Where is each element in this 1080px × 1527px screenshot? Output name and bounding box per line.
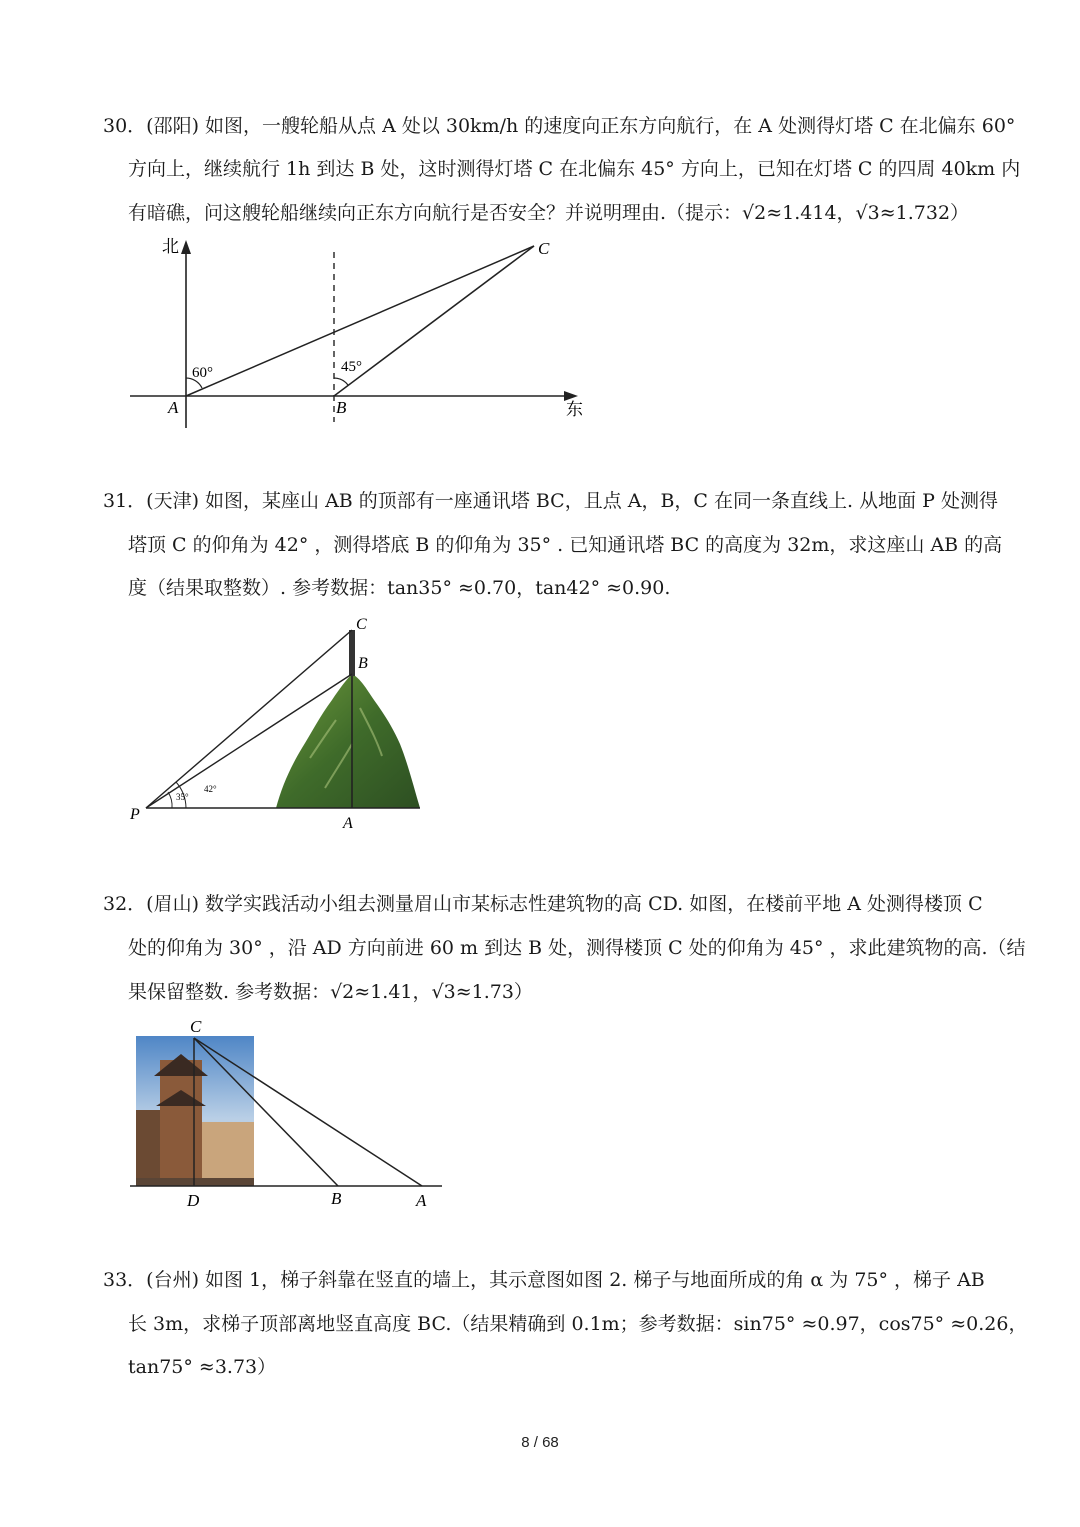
mountain-image: [276, 674, 420, 808]
problem-30-line-3: 有暗礁，问这艘轮船继续向正东方向航行是否安全？并说明理由.（提示：√2≈1.414，√3≈1.732）: [128, 202, 970, 224]
label-angle-35: 35°: [176, 792, 189, 802]
problem-33-line-1: 33．(台州) 如图 1，梯子斜靠在竖直的墙上，其示意图如图 2. 梯子与地面所成的角 α 为 75° ，梯子 AB: [103, 1269, 985, 1291]
problem-32-line-3: 果保留整数. 参考数据：√2≈1.41，√3≈1.73）: [128, 981, 533, 1003]
tower: [349, 630, 355, 676]
label-a: A: [168, 398, 179, 417]
label-c: C: [356, 616, 367, 633]
problem-31-line-2: 塔顶 C 的仰角为 42° ，测得塔底 B 的仰角为 35° . 已知通讯塔 BC 的高度为 32m，求这座山 AB 的高: [128, 534, 1003, 556]
problem-32-line-1: 32．(眉山) 数学实践活动小组去测量眉山市某标志性建筑物的高 CD. 如图，在楼前平地 A 处测得楼顶 C: [103, 893, 983, 915]
problem-30-line-1: 30．(邵阳) 如图，一艘轮船从点 A 处以 30km/h 的速度向正东方向航行，在 A 处测得灯塔 C 在北偏东 60°: [103, 115, 1016, 137]
label-angle-60: 60°: [192, 365, 213, 381]
problem-30-line-2: 方向上，继续航行 1h 到达 B 处，这时测得灯塔 C 在北偏东 45° 方向上，已知在灯塔 C 的四周 40km 内: [128, 158, 1021, 180]
angle-arc-35: [168, 792, 172, 808]
label-d: D: [187, 1191, 200, 1210]
label-angle-42: 42°: [204, 784, 217, 794]
angle-arc-b: [334, 378, 348, 385]
label-p: P: [130, 806, 140, 823]
problem-33-line-2: 长 3m，求梯子顶部离地竖直高度 BC.（结果精确到 0.1m；参考数据：sin75° ≈0.97，cos75° ≈0.26，: [128, 1313, 1028, 1335]
figure-31: [120, 608, 440, 833]
label-a: A: [416, 1191, 427, 1210]
north-arrow-icon: [181, 240, 191, 254]
figure-32: [120, 1010, 450, 1215]
building-photo: [136, 1036, 254, 1186]
label-east: 东: [566, 400, 583, 419]
problem-32-line-2: 处的仰角为 30° ，沿 AD 方向前进 60 m 到达 B 处，测得楼顶 C 处的仰角为 45° ，求此建筑物的高.（结: [128, 937, 1026, 959]
problem-33-line-3: tan75° ≈3.73）: [128, 1356, 277, 1378]
page-number: 8 / 68: [521, 1434, 559, 1451]
label-b: B: [331, 1189, 342, 1208]
label-b: B: [358, 655, 368, 672]
label-b: B: [336, 398, 347, 417]
problem-31-line-3: 度（结果取整数）. 参考数据：tan35° ≈0.70，tan42° ≈0.90.: [128, 577, 671, 599]
problem-31-line-1: 31．(天津) 如图，某座山 AB 的顶部有一座通讯塔 BC，且点 A，B，C 在同一条直线上. 从地面 P 处测得: [103, 490, 998, 512]
segment-bc: [334, 246, 534, 396]
label-c: C: [538, 239, 550, 258]
label-north: 北: [162, 237, 179, 256]
label-c: C: [190, 1017, 202, 1036]
figure-30: [120, 228, 600, 438]
label-a: A: [343, 815, 353, 832]
label-angle-45: 45°: [341, 359, 362, 375]
